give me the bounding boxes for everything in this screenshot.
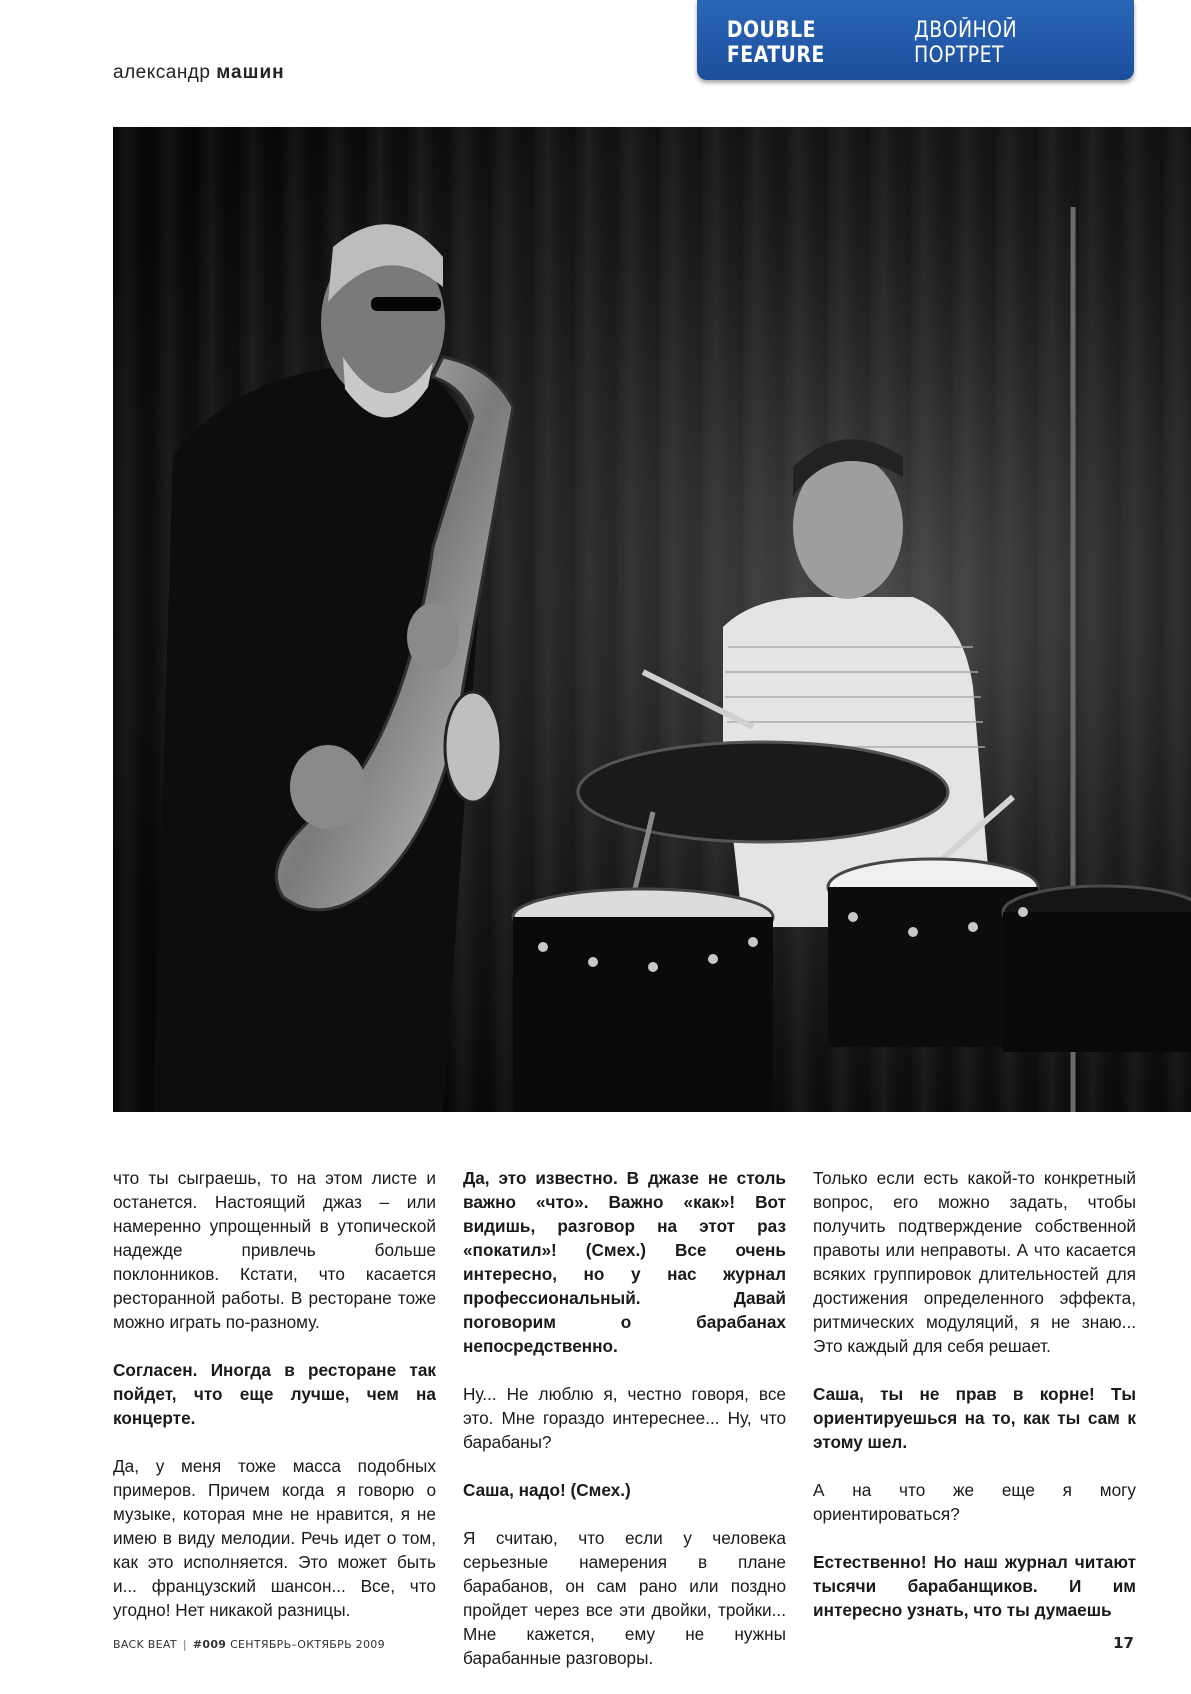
interviewer-question: Согласен. Иногда в ресторане так пойдет, что еще лучше, чем на концерте. [113, 1360, 436, 1428]
text-column-3 [813, 1166, 1136, 1646]
magazine-name: BACK BEAT [113, 1638, 177, 1651]
paragraph: Да, у меня тоже масса подобных примеров. Причем когда я говорю о музыке, которая мне не нравится, я не имею в виду мелодии. Речь идет о том, как это исполняется. Это может быть и... французский шансон... Все, что угодно! Нет никакой разницы. [113, 1456, 436, 1620]
saxophonist-hand [290, 745, 366, 829]
interviewer-question: Саша, надо! (Смех.) [463, 1480, 631, 1500]
cymbal [578, 742, 948, 842]
paragraph: А на что же еще я могу ориентироваться? [813, 1480, 1136, 1524]
text-column-2 [463, 1166, 786, 1694]
page-number: 17 [1113, 1634, 1134, 1652]
paragraph: Ну... Не люблю я, честно говоря, все это. Мне гораздо интереснее... Ну, что барабаны? [463, 1384, 786, 1452]
issue-number: #009 [192, 1638, 227, 1651]
section-title-en: DOUBLE FEATURE [726, 18, 825, 68]
text-column-1 [113, 1166, 436, 1646]
saxophonist-and-drummer-photo [113, 127, 1191, 1112]
interviewer-question: Саша, ты не прав в корне! Ты ориентируешься на то, как ты сам к этому шел. [813, 1384, 1136, 1452]
interviewer-question: Да, это известно. В джазе не столь важно «что». Важно «как»! Вот видишь, разговор на этот раз «покатил»! (Смех.) Все очень интересно, но у нас журнал профессиональный. Давай поговорим о барабанах непосредственно. [463, 1168, 786, 1356]
sunglasses [371, 297, 441, 311]
interviewer-question: Естественно! Но наш журнал читают тысячи барабанщиков. И им интересно узнать, что ты думаешь [813, 1552, 1136, 1620]
issue-date: СЕНТЯБРЬ–ОКТЯБРЬ 2009 [230, 1638, 385, 1651]
section-tab [697, 0, 1134, 80]
photo-illustration [113, 127, 1191, 1112]
tom-drum-shell [513, 917, 773, 1112]
author-byline [113, 62, 285, 84]
author-first-name: александр [113, 62, 211, 83]
footer-magazine-info: BACK BEAT | #009 СЕНТЯБРЬ–ОКТЯБРЬ 2009 [113, 1638, 385, 1651]
saxophonist-hand [407, 603, 459, 671]
section-title-ru: ДВОЙНОЙ ПОРТРЕТ [914, 18, 1018, 68]
paragraph: Я считаю, что если у человека серьезные намерения в плане барабанов, он сам рано или поздно пройдет через все эти двойки, тройки... Мне кажется, ему не нужны барабанные разговоры. [463, 1528, 786, 1668]
author-last-name: машин [216, 62, 285, 83]
paragraph: Только если есть какой-то конкретный вопрос, его можно задать, чтобы получить подтверждение собственной правоты или неправоты. А что касается всяких группировок длительностей для достижения определенного эффекта, ритмических модуляций, я не знаю... Это каждый для себя решает. [813, 1168, 1136, 1356]
paragraph: что ты сыграешь, то на этом листе и останется. Настоящий джаз – или намеренно упрощенный в утопической надежде привлечь больше поклонников. Кстати, что касается ресторанной работы. В ресторане тоже можно играть по-разному. [113, 1168, 436, 1332]
